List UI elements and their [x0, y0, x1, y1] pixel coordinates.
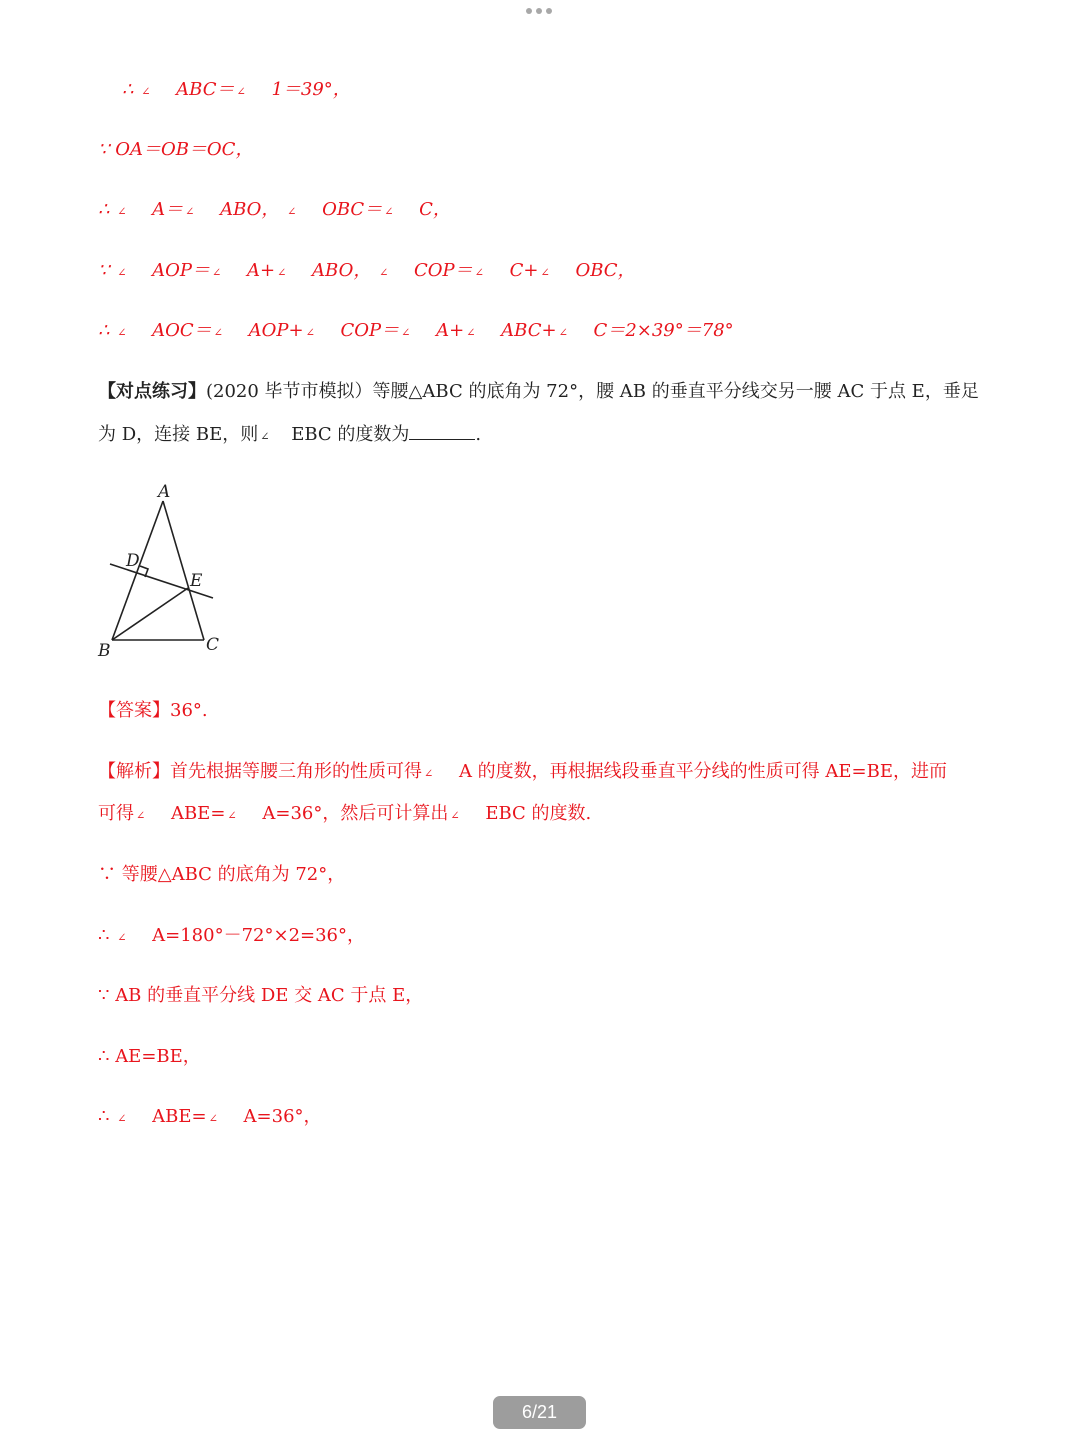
- label-b: B: [98, 641, 111, 661]
- solution-line-2: ∴ ∠ A=180°－72°×2=36°，: [98, 925, 366, 946]
- label-e: E: [190, 571, 203, 591]
- solution-line-4: ∴ AE=BE，: [98, 1046, 201, 1067]
- proof-line-5: ∴ ∠ AOC＝ ∠ AOP+ ∠ COP＝ ∠ A+ ∠ ABC+ ∠ C＝2×39°＝78°: [98, 320, 734, 341]
- label-d: D: [126, 551, 140, 571]
- solution-line-5: ∴ ∠ ABE= ∠ A=36°，: [98, 1106, 322, 1127]
- analysis-line-1: 【解析】首先根据等腰三角形的性质可得 ∠ A 的度数，再根据线段垂直平分线的性质可得 AE=BE，进而: [98, 761, 947, 782]
- label-a: A: [158, 482, 171, 502]
- solution-line-3: ∵ AB 的垂直平分线 DE 交 AC 于点 E，: [98, 985, 424, 1006]
- more-options-icon[interactable]: [526, 8, 552, 14]
- page-indicator[interactable]: 6/21: [493, 1396, 586, 1429]
- segment-be: [112, 588, 188, 640]
- answer-blank: [409, 423, 475, 440]
- proof-line-3: ∴ ∠ A＝ ∠ ABO， ∠ OBC＝ ∠ C，: [98, 199, 451, 220]
- proof-line-1: ∴ ∠ ABC＝ ∠ 1＝39°，: [122, 79, 351, 100]
- exercise-line-2: 为 D，连接 BE，则 ∠ EBC 的度数为 .: [98, 424, 482, 445]
- proof-line-4: ∵ ∠ AOP＝ ∠ A+ ∠ ABO， ∠ COP＝ ∠ C+ ∠ OBC，: [98, 260, 636, 281]
- exercise-line-1: 【对点练习】(2020 毕节市模拟）等腰△ABC 的底角为 72°，腰 AB 的垂直平分线交另一腰 AC 于点 E，垂足: [98, 381, 979, 402]
- label-c: C: [206, 635, 220, 655]
- solution-line-1: ∵ 等腰△ABC 的底角为 72°，: [98, 864, 346, 885]
- analysis-line-2: 可得 ∠ ABE= ∠ A=36°，然后可计算出 ∠ EBC 的度数.: [98, 803, 592, 824]
- proof-line-2: ∵ OA＝OB＝OC，: [98, 139, 254, 160]
- triangle-figure: [96, 478, 236, 668]
- answer-line: 【答案】36°.: [98, 700, 208, 721]
